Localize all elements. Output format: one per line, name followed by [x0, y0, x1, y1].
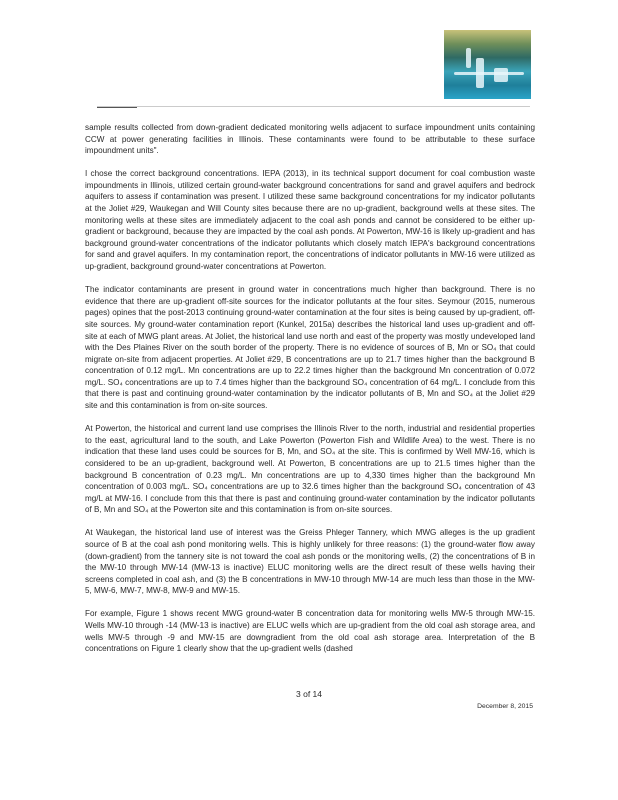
paragraph: At Powerton, the historical and current land use comprises the Illinois River to the north, industrial and residential properties to the east, agricultural land to the south, and Lake Powerton (Powerton Fish and Wildlife Area) to the west. There is no indication that these land uses could be sources for B, Mn, and SO₄ at the site. This is confirmed by Well MW-16, which is considered to be an up-gradient, background well. At Powerton, B concentrations are up to 21.5 times higher than the background B concentration of 0.23 mg/L. Mn concentrations are up to 4,330 times higher than the background Mn concentration of 0.003 mg/L. SO₄ concentrations are up to 32.6 times higher than the background SO₄ concentration of 43 mg/L at MW-16. I conclude from this that there is past and continuing ground-water contamination by the indicator pollutants of B, Mn and SO₄ at the Powerton site and this contamination is from on-site sources. — [85, 424, 535, 515]
header-waterfall-image — [444, 30, 531, 99]
footer-date: December 8, 2015 — [477, 703, 533, 710]
document-body — [85, 122, 535, 666]
page-number: 3 of 14 — [296, 689, 322, 699]
paragraph: sample results collected from down-gradient dedicated monitoring wells adjacent to surface impoundment units containing CCW at power generating facilities in Illinois. These contaminants were found to be attributable to these surface impoundment units". — [85, 123, 535, 156]
paragraph: At Waukegan, the historical land use of interest was the Greiss Phleger Tannery, which MWG alleges is the up gradient source of B at the coal ash pond monitoring wells. This is highly unlikely for three reasons: (1) the ground-water flow away (down-gradient) from the tannery site is not toward the coal ash ponds or the monitoring wells, (2) the concentrations of B in the MW-10 through MW-14 (MW-13 is inactive) ELUC monitoring wells are the direct result of these wells having their screens completed in coal ash, and (3) the B concentrations in MW-10 through MW-14 are much less than those in the MW-5, MW-6, MW-7, MW-8, MW-9 and MW-15. — [85, 528, 535, 596]
paragraph: The indicator contaminants are present in ground water in concentrations much higher than background. There is no evidence that there are up-gradient off-site sources for the indicator pollutants at the four sites. Seymour (2015, numerous pages) opines that the post-2013 continuing ground-water contamination at the four sites is being caused by up-gradient, off-site sources. My ground-water contamination report (Kunkel, 2015a) describes the historical land uses up-gradient and off-site at each of MWG plant areas. At Joliet, the historical land use north and east of the property was mostly undeveloped land with the Des Plaines River on the south border of the property. There is no evidence of sources of B, Mn or SO₄ that could migrate on-site from adjacent properties. At Joliet #29, B concentrations are up to 21.7 times higher than the background B concentration of 0.12 mg/L. Mn concentrations are up to 22.2 times higher than the background Mn concentration of 0.072 mg/L. SO₄ concentrations are up to 7.4 times higher than the background SO₄ concentration of 64 mg/L. I conclude from this that there is past and continuing ground-water contamination by the indicator pollutants of B, Mn and SO₄ at the Joliet #29 site and this contamination is from on-site sources. — [85, 285, 535, 411]
header-divider-accent — [97, 107, 137, 108]
paragraph: I chose the correct background concentrations. IEPA (2013), in its technical support document for coal combustion waste impoundments in Illinois, utilized certain ground-water background concentrations for sand and gravel aquifers and bedrock aquifers to assess if contamination was present. I utilized these same background concentrations for my indicator pollutants at the Joliet #29, Waukegan and Will County sites because there are no up-gradient, background wells at these sites. The monitoring wells at these sites are immediately adjacent to the coal ash ponds and cannot be considered to be either up-gradient or background, because they are impacted by the coal ash ponds. At Powerton, MW-16 is likely up-gradient and has background ground-water concentrations of the indicator pollutants which closely match IEPA's background concentrations for sand and gravel aquifers. In my contamination report, the concentrations of indicator pollutants in MW-16 were utilized as up-gradient, background ground-water concentrations at Powerton. — [85, 169, 535, 272]
header-divider — [97, 106, 530, 107]
paragraph: For example, Figure 1 shows recent MWG ground-water B concentration data for monitoring wells MW-5 through MW-15. Wells MW-10 through -14 (MW-13 is inactive) are ELUC wells which are up-gradient from the old coal ash storage area, and wells MW-5 through -9 and MW-15 are downgradient from the old coal ash storage area. Interpretation of the B concentrations on Figure 1 clearly show that the up-gradient wells (dashed — [85, 609, 535, 654]
